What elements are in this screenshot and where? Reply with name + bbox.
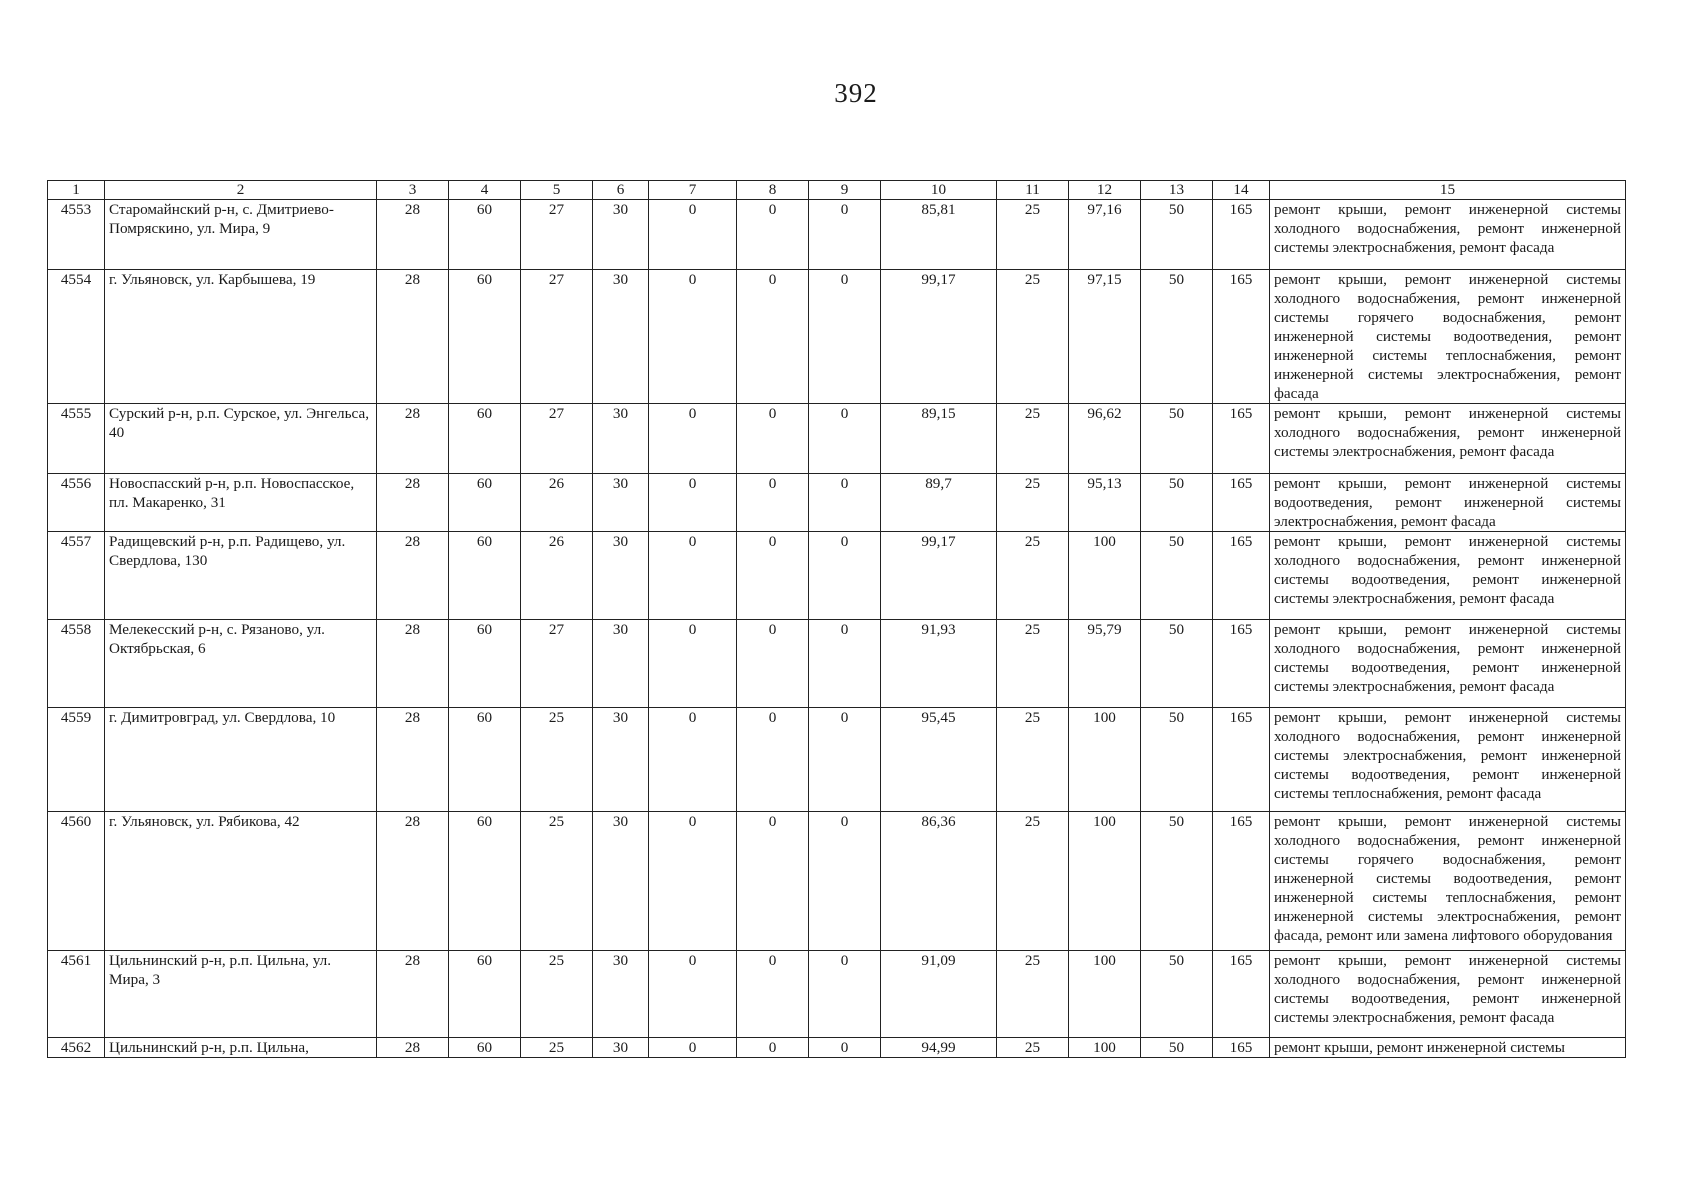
value-cell: 28	[377, 812, 449, 951]
value-cell: 60	[449, 532, 521, 620]
value-cell: 50	[1141, 532, 1213, 620]
value-cell: 0	[809, 404, 881, 474]
row-number: 4553	[48, 200, 105, 270]
value-cell: 30	[593, 270, 649, 404]
value-cell: 0	[649, 620, 737, 708]
value-cell: 0	[809, 270, 881, 404]
table-row	[48, 270, 1626, 404]
value-cell: 0	[809, 951, 881, 1038]
value-cell: 0	[809, 474, 881, 532]
value-cell: 30	[593, 951, 649, 1038]
header-cell: 12	[1069, 181, 1141, 200]
works-cell: ремонт крыши, ремонт инженерной системы холодного водоснабжения, ремонт инженерной системы водоотведения, ремонт инженерной системы электроснабжения, ремонт фасада	[1270, 620, 1626, 708]
value-cell: 100	[1069, 951, 1141, 1038]
value-cell: 96,62	[1069, 404, 1141, 474]
value-cell: 97,16	[1069, 200, 1141, 270]
value-cell: 27	[521, 270, 593, 404]
value-cell: 28	[377, 951, 449, 1038]
header-cell: 7	[649, 181, 737, 200]
value-cell: 0	[809, 1038, 881, 1058]
page-number: 392	[834, 78, 878, 108]
value-cell: 165	[1213, 474, 1270, 532]
value-cell: 165	[1213, 951, 1270, 1038]
value-cell: 50	[1141, 951, 1213, 1038]
value-cell: 50	[1141, 620, 1213, 708]
value-cell: 0	[737, 270, 809, 404]
value-cell: 26	[521, 474, 593, 532]
header-row	[48, 181, 1626, 200]
value-cell: 27	[521, 620, 593, 708]
value-cell: 165	[1213, 620, 1270, 708]
address-cell: Мелекесский р-н, с. Рязаново, ул. Октябрьская, 6	[105, 620, 377, 708]
row-number: 4557	[48, 532, 105, 620]
row-number: 4559	[48, 708, 105, 812]
value-cell: 30	[593, 812, 649, 951]
table-row	[48, 951, 1626, 1038]
header-cell: 14	[1213, 181, 1270, 200]
value-cell: 94,99	[881, 1038, 997, 1058]
value-cell: 50	[1141, 708, 1213, 812]
address-cell: Старомайнский р-н, с. Дмитриево-Помряскино, ул. Мира, 9	[105, 200, 377, 270]
header-cell: 2	[105, 181, 377, 200]
value-cell: 0	[737, 708, 809, 812]
value-cell: 25	[997, 474, 1069, 532]
value-cell: 30	[593, 532, 649, 620]
value-cell: 60	[449, 812, 521, 951]
address-cell: г. Ульяновск, ул. Карбышева, 19	[105, 270, 377, 404]
value-cell: 25	[997, 404, 1069, 474]
value-cell: 25	[997, 270, 1069, 404]
header-cell: 6	[593, 181, 649, 200]
works-cell: ремонт крыши, ремонт инженерной системы	[1270, 1038, 1626, 1058]
value-cell: 0	[737, 474, 809, 532]
value-cell: 28	[377, 1038, 449, 1058]
value-cell: 25	[997, 812, 1069, 951]
value-cell: 0	[737, 404, 809, 474]
value-cell: 95,79	[1069, 620, 1141, 708]
value-cell: 25	[997, 200, 1069, 270]
value-cell: 0	[809, 812, 881, 951]
value-cell: 28	[377, 200, 449, 270]
value-cell: 100	[1069, 1038, 1141, 1058]
row-number: 4555	[48, 404, 105, 474]
value-cell: 89,15	[881, 404, 997, 474]
value-cell: 165	[1213, 532, 1270, 620]
value-cell: 30	[593, 474, 649, 532]
value-cell: 50	[1141, 1038, 1213, 1058]
value-cell: 165	[1213, 200, 1270, 270]
table-row	[48, 474, 1626, 532]
works-cell: ремонт крыши, ремонт инженерной системы холодного водоснабжения, ремонт инженерной системы электроснабжения, ремонт фасада	[1270, 404, 1626, 474]
address-cell: Цильнинский р-н, р.п. Цильна, ул. Мира, 3	[105, 951, 377, 1038]
table-row	[48, 404, 1626, 474]
value-cell: 0	[649, 532, 737, 620]
row-number: 4556	[48, 474, 105, 532]
value-cell: 99,17	[881, 270, 997, 404]
address-cell: г. Ульяновск, ул. Рябикова, 42	[105, 812, 377, 951]
value-cell: 0	[737, 200, 809, 270]
value-cell: 0	[649, 812, 737, 951]
value-cell: 30	[593, 1038, 649, 1058]
works-cell: ремонт крыши, ремонт инженерной системы холодного водоснабжения, ремонт инженерной системы электроснабжения, ремонт фасада	[1270, 200, 1626, 270]
value-cell: 25	[997, 620, 1069, 708]
value-cell: 0	[737, 620, 809, 708]
value-cell: 30	[593, 620, 649, 708]
value-cell: 99,17	[881, 532, 997, 620]
value-cell: 0	[649, 1038, 737, 1058]
value-cell: 25	[521, 1038, 593, 1058]
value-cell: 165	[1213, 812, 1270, 951]
header-cell: 8	[737, 181, 809, 200]
value-cell: 25	[997, 1038, 1069, 1058]
header-cell: 13	[1141, 181, 1213, 200]
value-cell: 60	[449, 404, 521, 474]
value-cell: 28	[377, 708, 449, 812]
works-cell: ремонт крыши, ремонт инженерной системы холодного водоснабжения, ремонт инженерной системы водоотведения, ремонт инженерной системы электроснабжения, ремонт фасада	[1270, 951, 1626, 1038]
value-cell: 0	[737, 532, 809, 620]
row-number: 4558	[48, 620, 105, 708]
header-cell: 9	[809, 181, 881, 200]
value-cell: 50	[1141, 474, 1213, 532]
value-cell: 25	[521, 708, 593, 812]
value-cell: 25	[997, 951, 1069, 1038]
value-cell: 60	[449, 200, 521, 270]
value-cell: 30	[593, 708, 649, 812]
value-cell: 100	[1069, 532, 1141, 620]
value-cell: 100	[1069, 708, 1141, 812]
table-row	[48, 620, 1626, 708]
data-table	[47, 180, 1626, 1058]
value-cell: 0	[809, 620, 881, 708]
table-row	[48, 532, 1626, 620]
address-cell: Сурский р-н, р.п. Сурское, ул. Энгельса, 40	[105, 404, 377, 474]
value-cell: 0	[809, 708, 881, 812]
value-cell: 28	[377, 474, 449, 532]
header-cell: 4	[449, 181, 521, 200]
table-row	[48, 708, 1626, 812]
works-cell: ремонт крыши, ремонт инженерной системы водоотведения, ремонт инженерной системы электроснабжения, ремонт фасада	[1270, 474, 1626, 532]
value-cell: 91,93	[881, 620, 997, 708]
value-cell: 86,36	[881, 812, 997, 951]
value-cell: 165	[1213, 270, 1270, 404]
value-cell: 25	[521, 951, 593, 1038]
value-cell: 28	[377, 270, 449, 404]
row-number: 4554	[48, 270, 105, 404]
works-cell: ремонт крыши, ремонт инженерной системы холодного водоснабжения, ремонт инженерной системы электроснабжения, ремонт инженерной системы водоотведения, ремонт инженерной системы теплоснабжения, ремонт фасада	[1270, 708, 1626, 812]
value-cell: 95,45	[881, 708, 997, 812]
value-cell: 0	[809, 200, 881, 270]
value-cell: 165	[1213, 404, 1270, 474]
value-cell: 60	[449, 270, 521, 404]
value-cell: 0	[737, 812, 809, 951]
value-cell: 27	[521, 404, 593, 474]
address-cell: Новоспасский р-н, р.п. Новоспасское, пл. Макаренко, 31	[105, 474, 377, 532]
works-cell: ремонт крыши, ремонт инженерной системы холодного водоснабжения, ремонт инженерной системы водоотведения, ремонт инженерной системы электроснабжения, ремонт фасада	[1270, 532, 1626, 620]
value-cell: 91,09	[881, 951, 997, 1038]
value-cell: 0	[737, 951, 809, 1038]
value-cell: 165	[1213, 708, 1270, 812]
value-cell: 30	[593, 200, 649, 270]
header-cell: 5	[521, 181, 593, 200]
value-cell: 50	[1141, 270, 1213, 404]
value-cell: 97,15	[1069, 270, 1141, 404]
value-cell: 60	[449, 708, 521, 812]
value-cell: 50	[1141, 812, 1213, 951]
value-cell: 0	[809, 532, 881, 620]
value-cell: 100	[1069, 812, 1141, 951]
value-cell: 28	[377, 532, 449, 620]
header-cell: 1	[48, 181, 105, 200]
value-cell: 0	[649, 708, 737, 812]
value-cell: 28	[377, 404, 449, 474]
value-cell: 50	[1141, 404, 1213, 474]
address-cell: Цильнинский р-н, р.п. Цильна,	[105, 1038, 377, 1058]
value-cell: 30	[593, 404, 649, 474]
value-cell: 165	[1213, 1038, 1270, 1058]
header-cell: 15	[1270, 181, 1626, 200]
table-row	[48, 200, 1626, 270]
value-cell: 26	[521, 532, 593, 620]
value-cell: 50	[1141, 200, 1213, 270]
value-cell: 0	[649, 474, 737, 532]
value-cell: 0	[649, 200, 737, 270]
header-cell: 11	[997, 181, 1069, 200]
table-row	[48, 1038, 1626, 1058]
value-cell: 89,7	[881, 474, 997, 532]
value-cell: 0	[649, 270, 737, 404]
address-cell: г. Димитровград, ул. Свердлова, 10	[105, 708, 377, 812]
works-cell: ремонт крыши, ремонт инженерной системы холодного водоснабжения, ремонт инженерной системы горячего водоснабжения, ремонт инженерной системы водоотведения, ремонт инженерной системы теплоснабжения, ремонт инженерной системы электроснабжения, ремонт фасада, ремонт или замена лифтового оборудования	[1270, 812, 1626, 951]
header-cell: 10	[881, 181, 997, 200]
value-cell: 60	[449, 951, 521, 1038]
value-cell: 85,81	[881, 200, 997, 270]
works-cell: ремонт крыши, ремонт инженерной системы холодного водоснабжения, ремонт инженерной системы горячего водоснабжения, ремонт инженерной системы водоотведения, ремонт инженерной системы теплоснабжения, ремонт инженерной системы электроснабжения, ремонт фасада	[1270, 270, 1626, 404]
value-cell: 60	[449, 620, 521, 708]
value-cell: 95,13	[1069, 474, 1141, 532]
row-number: 4560	[48, 812, 105, 951]
value-cell: 60	[449, 1038, 521, 1058]
header-cell: 3	[377, 181, 449, 200]
row-number: 4561	[48, 951, 105, 1038]
value-cell: 25	[997, 708, 1069, 812]
value-cell: 60	[449, 474, 521, 532]
value-cell: 0	[649, 404, 737, 474]
value-cell: 25	[521, 812, 593, 951]
value-cell: 28	[377, 620, 449, 708]
value-cell: 27	[521, 200, 593, 270]
row-number: 4562	[48, 1038, 105, 1058]
table-row	[48, 812, 1626, 951]
value-cell: 0	[737, 1038, 809, 1058]
address-cell: Радищевский р-н, р.п. Радищево, ул. Свердлова, 130	[105, 532, 377, 620]
value-cell: 0	[649, 951, 737, 1038]
value-cell: 25	[997, 532, 1069, 620]
